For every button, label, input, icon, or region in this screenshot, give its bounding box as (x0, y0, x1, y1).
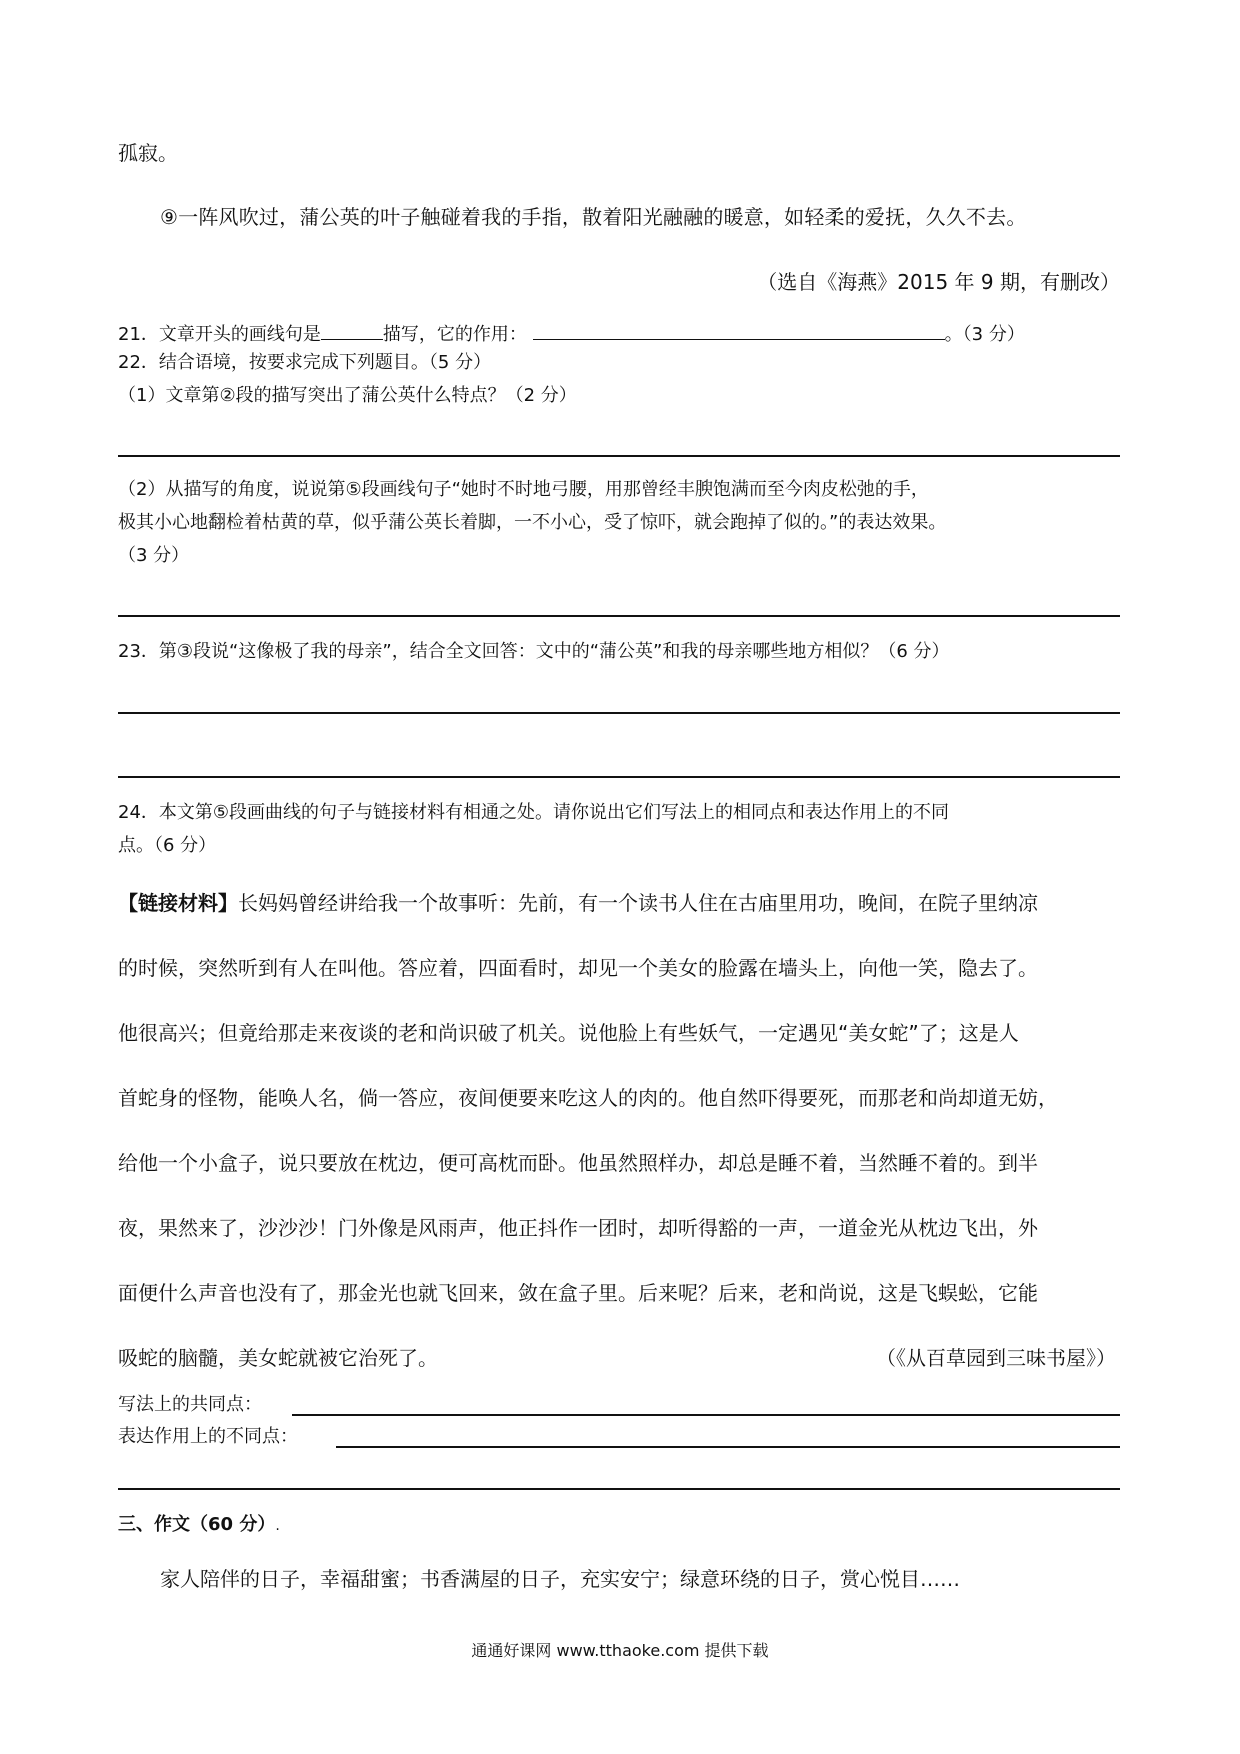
page-footer: 通通好课网 www.tthaoke.com 提供下载 (471, 1641, 769, 1660)
answer-line-22-1[interactable] (118, 455, 1120, 457)
q21-text-a: 21．文章开头的画线句是 (118, 324, 321, 345)
composition-prompt: 家人陪伴的日子，幸福甜蜜；书香满屋的日子，充实安宁；绿意环绕的日子，赏心悦目…… (160, 1567, 960, 1591)
answer-line-24-extra[interactable] (118, 1488, 1120, 1490)
question-21 (118, 321, 1025, 344)
common-point-line[interactable] (292, 1414, 1120, 1416)
passage-paragraph-9: ⑨一阵风吹过，蒲公英的叶子触碰着我的手指，散着阳光融融的暖意，如轻柔的爱抚，久久不去。 (160, 205, 1027, 229)
question-22-1: （1）文章第②段的描写突出了蒲公英什么特点？（2 分） (118, 385, 577, 406)
q21-blank-effect[interactable] (533, 321, 945, 340)
material-line-8: 吸蛇的脑髓，美女蛇就被它治死了。 (118, 1346, 438, 1370)
question-22-2-line3: （3 分） (118, 545, 190, 566)
question-23: 23．第③段说“这像极了我的母亲”，结合全文回答：文中的“蒲公英”和我的母亲哪些地方相似？（6 分） (118, 641, 950, 662)
q21-text-c: 。（3 分） (944, 324, 1025, 345)
answer-line-22-2[interactable] (118, 615, 1120, 617)
material-line-7: 面便什么声音也没有了，那金光也就飞回来，敛在盒子里。后来呢？后来，老和尚说，这是飞蜈蚣，它能 (118, 1281, 1038, 1305)
material-text-1: 长妈妈曾经讲给我一个故事听：先前，有一个读书人住在古庙里用功，晚间，在院子里纳凉 (238, 891, 1038, 915)
passage-line-end: 孤寂。 (118, 141, 178, 165)
material-line-6: 夜，果然来了，沙沙沙！门外像是风雨声，他正抖作一团时，却听得豁的一声，一道金光从枕边飞出，外 (118, 1216, 1038, 1240)
passage-source: （选自《海燕》2015 年 9 期，有删改） (757, 270, 1120, 294)
difference-label: 表达作用上的不同点： (118, 1426, 298, 1447)
question-22-2-line1: （2）从描写的角度，说说第⑤段画线句子“她时不时地弓腰，用那曾经丰腴饱满而至今肉皮松弛的手， (118, 479, 929, 500)
material-source: （《从百草园到三味书屋》） (876, 1346, 1116, 1370)
q21-text-b: 描写，它的作用： (382, 324, 527, 345)
composition-heading (118, 1516, 280, 1534)
answer-line-23-a[interactable] (118, 712, 1120, 714)
question-22-2-line2: 极其小心地翻检着枯黄的草，似乎蒲公英长着脚，一不小心，受了惊吓，就会跑掉了似的。”的表达效果。 (118, 512, 947, 533)
material-line-5: 给他一个小盒子，说只要放在枕边，便可高枕而卧。他虽然照样办，却总是睡不着，当然睡不着的。到半 (118, 1151, 1038, 1175)
question-22: 22．结合语境，按要求完成下列题目。（5 分） (118, 352, 492, 373)
difference-line[interactable] (336, 1446, 1120, 1448)
question-24-line2: 点。（6 分） (118, 835, 217, 856)
material-label: 【链接材料】 (118, 891, 238, 915)
common-point-label: 写法上的共同点： (118, 1394, 262, 1415)
composition-mark: . (275, 1518, 280, 1534)
material-line-4: 首蛇身的怪物，能唤人名，倘一答应，夜间便要来吃这人的肉的。他自然吓得要死，而那老和尚却道无妨， (118, 1086, 1058, 1110)
material-line-2: 的时候，突然听到有人在叫他。答应着，四面看时，却见一个美女的脸露在墙头上，向他一笑，隐去了。 (118, 956, 1038, 980)
composition-heading-text: 三、作文（60 分） (118, 1514, 276, 1535)
material-line-1 (118, 893, 1038, 913)
material-line-3: 他很高兴；但竟给那走来夜谈的老和尚识破了机关。说他脸上有些妖气，一定遇见“美女蛇”了；这是人 (118, 1021, 1019, 1045)
answer-line-23-b[interactable] (118, 776, 1120, 778)
q21-blank-type[interactable] (321, 321, 383, 340)
question-24-line1: 24．本文第⑤段画曲线的句子与链接材料有相通之处。请你说出它们写法上的相同点和表达作用上的不同 (118, 802, 950, 823)
